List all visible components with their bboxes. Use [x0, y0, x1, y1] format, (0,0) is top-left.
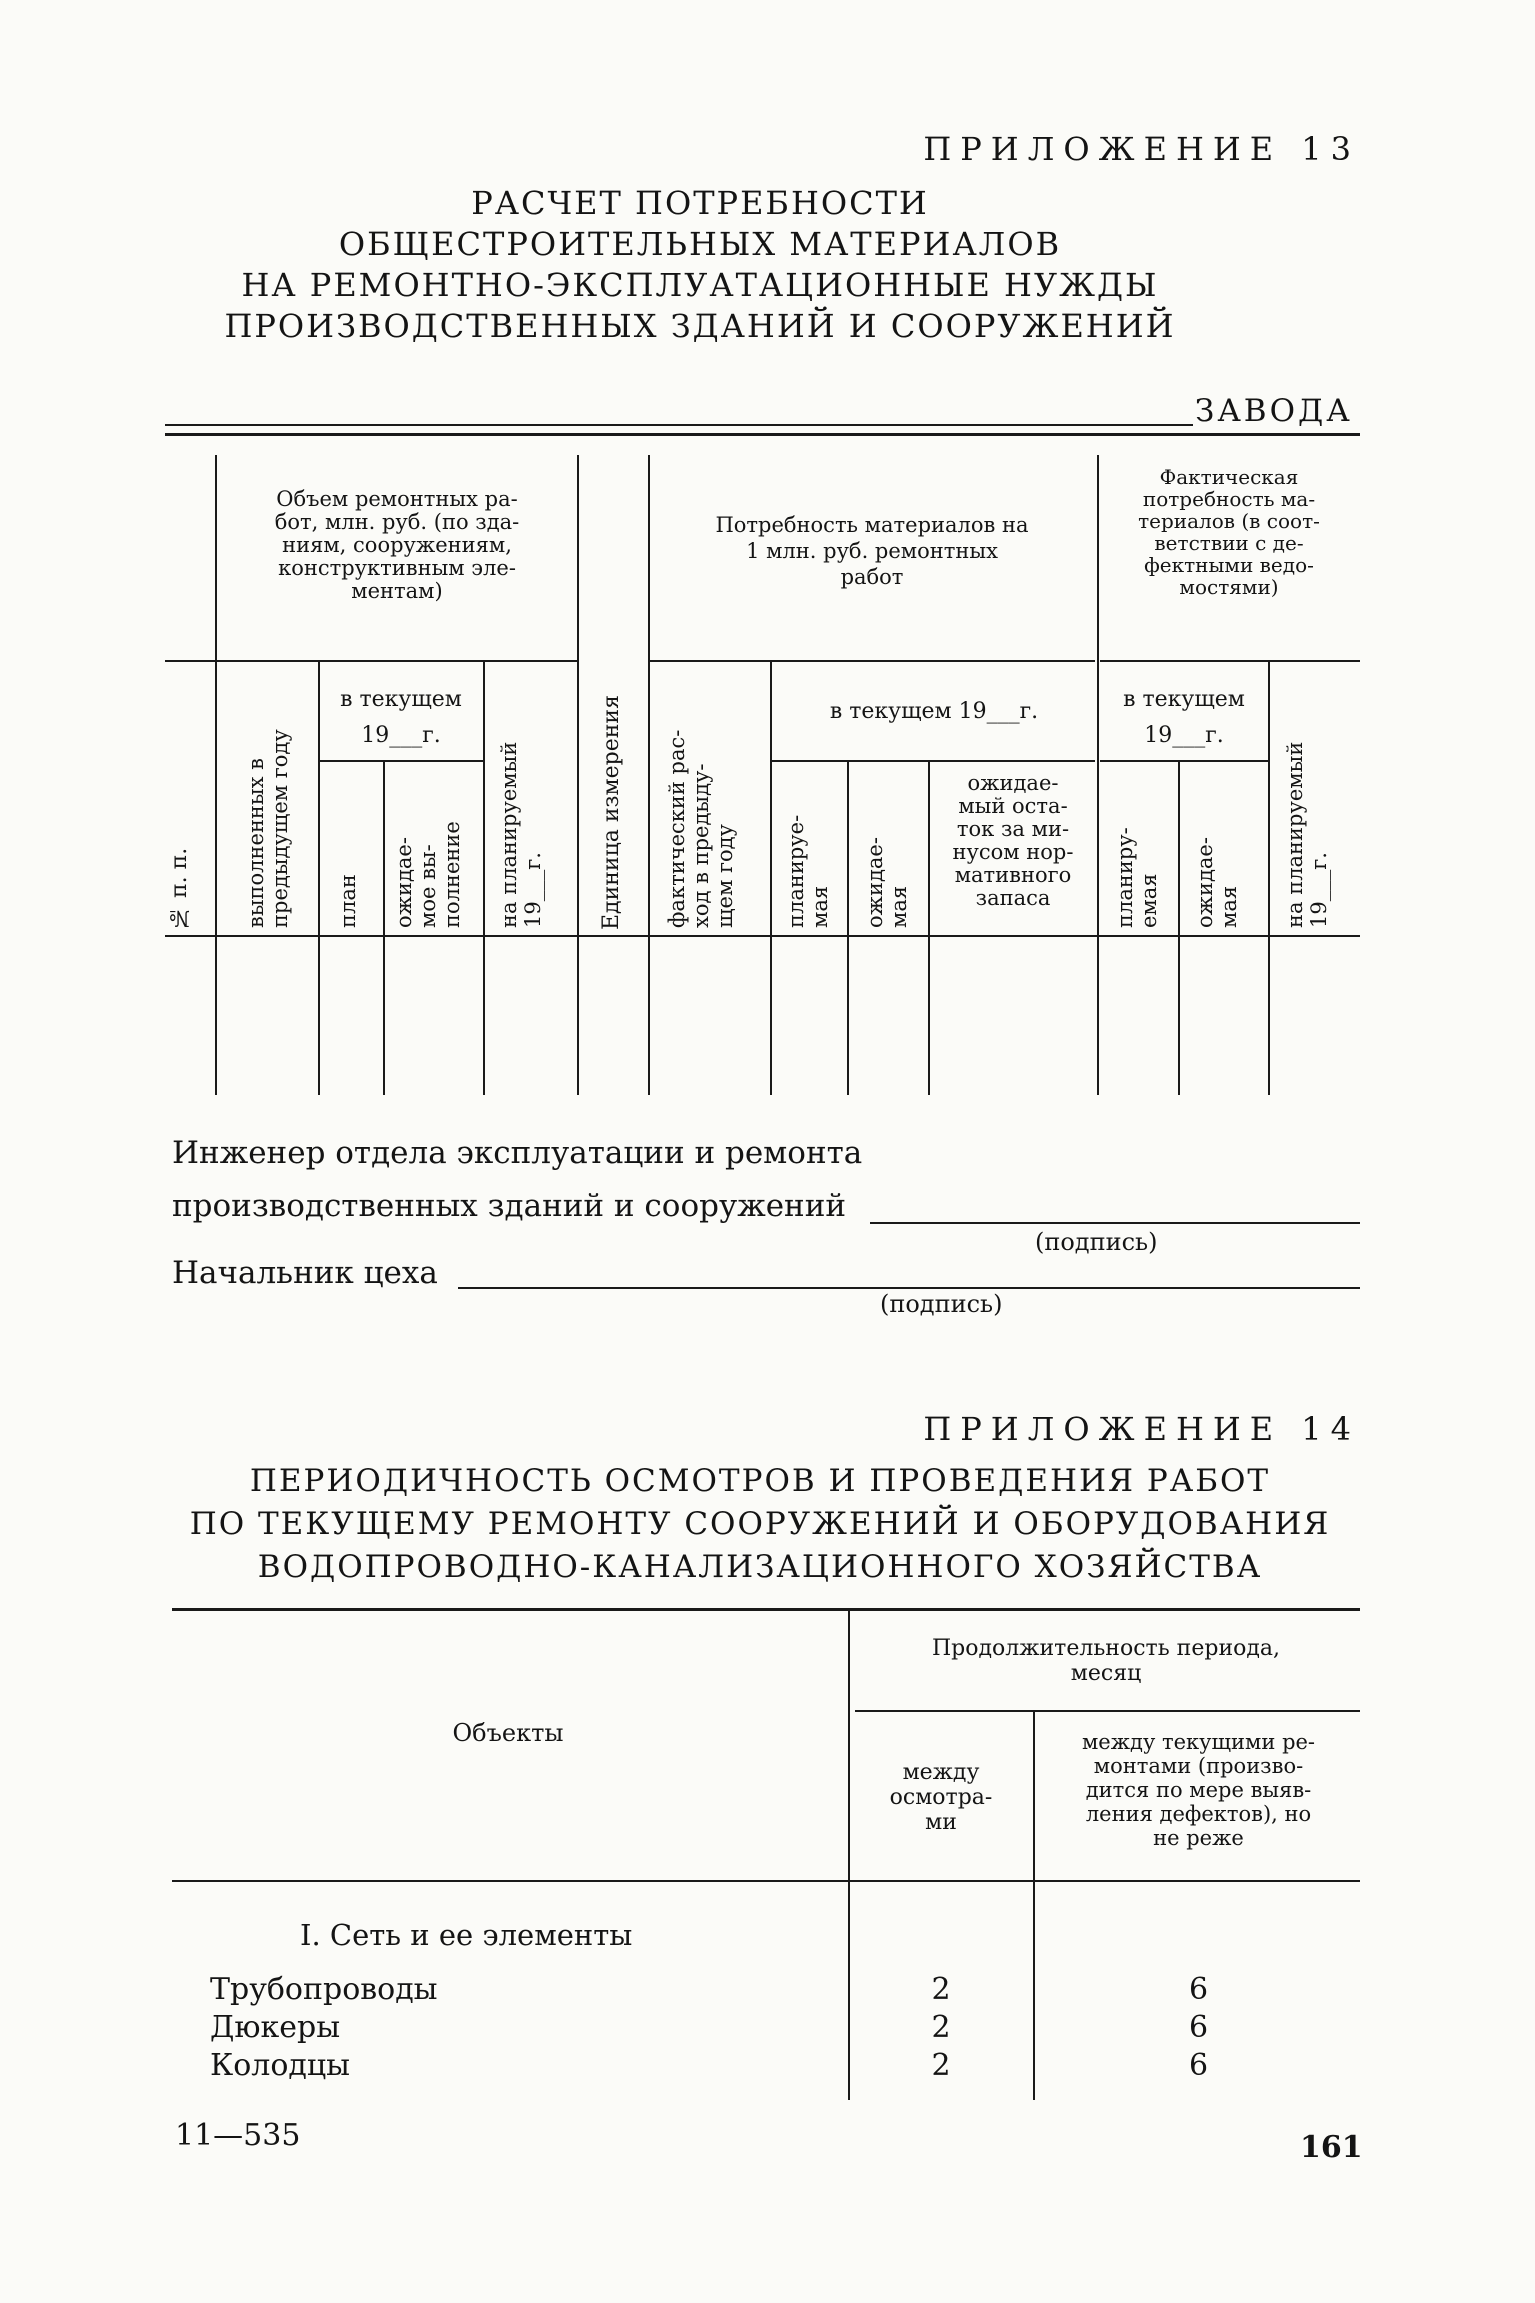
col-header-plan: план — [336, 874, 360, 928]
col-header-prev-year: выполненных в предыдущем году — [244, 729, 292, 928]
appendix-13-label: ПРИЛОЖЕНИЕ 13 — [923, 130, 1360, 168]
row-inspections: 2 — [931, 1972, 951, 2007]
title-line: ПЕРИОДИЧНОСТЬ ОСМОТРОВ И ПРОВЕДЕНИЯ РАБОТ — [249, 1463, 1271, 1499]
col-header-actual-prev: фактический рас- ход в предыду- щем году — [665, 729, 737, 928]
title-line: ОБЩЕСТРОИТЕЛЬНЫХ МАТЕРИАЛОВ — [338, 225, 1062, 263]
group-header-actual: Фактическая потребность ма- териалов (в соот- ветствии с де- фектными ведо- мостями) — [1138, 465, 1320, 599]
plant-suffix: ЗАВОДА — [1195, 393, 1353, 429]
group-header-volume: Объем ремонтных ра- бот, млн. руб. (по зда- ниям, сооружениям, конструктивным эле- ментам) — [274, 487, 520, 603]
signature-line-engineer — [870, 1222, 1360, 1224]
col-header-between-inspections: между осмотра- ми — [889, 1760, 993, 1835]
group-header-need: Потребность материалов на 1 млн. руб. ремонтных работ — [715, 513, 1029, 589]
col-header-period-group: Продолжительность периода, месяц — [931, 1636, 1281, 1686]
row-inspections: 2 — [931, 2010, 951, 2045]
row-repairs: 6 — [1188, 2010, 1209, 2045]
col-header-planned-actual: планиру- емая — [1113, 827, 1161, 928]
col-header-planned: планируе- мая — [784, 814, 832, 928]
col-header-number: № п. п. — [167, 847, 192, 930]
subgroup-current-year-actual: в текущем 19___г. — [1123, 687, 1245, 748]
title-line: ПРОИЗВОДСТВЕННЫХ ЗДАНИЙ И СООРУЖЕНИЙ — [224, 307, 1176, 345]
appendix-14-label: ПРИЛОЖЕНИЕ 14 — [923, 1410, 1360, 1448]
col-header-planned-year: на планируемый 19___г. — [497, 741, 545, 928]
subgroup-current-year-need: в текущем 19___г. — [829, 699, 1039, 724]
appendix-14-title — [130, 1460, 1390, 1589]
signature-engineer-line1: Инженер отдела эксплуатации и ремонта — [172, 1135, 863, 1171]
row-object: Дюкеры — [210, 2010, 341, 2045]
col-header-unit: Единица измерения — [599, 695, 624, 930]
col-header-expected: ожидае- мая — [863, 837, 911, 928]
title-line: НА РЕМОНТНО-ЭКСПЛУАТАЦИОННЫЕ НУЖДЫ — [241, 266, 1159, 304]
appendix-13-title — [150, 183, 1250, 347]
col-header-expected-actual: ожидае- мая — [1193, 837, 1241, 928]
signature-caption-chief: (подпись) — [880, 1290, 1003, 1318]
title-line: РАСЧЕТ ПОТРЕБНОСТИ — [471, 184, 929, 222]
plant-name-blank — [165, 424, 1193, 426]
title-line: ВОДОПРОВОДНО-КАНАЛИЗАЦИОННОГО ХОЗЯЙСТВА — [257, 1549, 1263, 1585]
table-top-rule — [172, 1608, 1360, 1611]
signature-chief: Начальник цеха — [172, 1255, 438, 1291]
col-header-remainder: ожидае- мый оста- ток за ми- нусом нор- мативного запаса — [952, 771, 1074, 910]
row-inspections: 2 — [931, 2048, 951, 2083]
row-object: Трубопроводы — [210, 1972, 438, 2007]
signature-line-chief — [458, 1287, 1360, 1289]
subgroup-current-year: в текущем 19___г. — [340, 687, 462, 748]
col-header-objects: Объекты — [452, 1719, 564, 1747]
signature-caption-engineer: (подпись) — [1035, 1228, 1158, 1256]
row-object: Колодцы — [210, 2048, 351, 2083]
col-header-planned-year-actual: на планируемый 19___г. — [1283, 741, 1331, 928]
title-line: ПО ТЕКУЩЕМУ РЕМОНТУ СООРУЖЕНИЙ И ОБОРУДОВАНИЯ — [189, 1506, 1331, 1542]
row-repairs: 6 — [1188, 2048, 1209, 2083]
table-top-rule — [165, 433, 1360, 436]
page-number: 161 — [1300, 2130, 1363, 2165]
col-header-expected-done: ожидае- мое вы- полнение — [392, 821, 464, 928]
row-repairs: 6 — [1188, 1972, 1209, 2007]
table-header-rule — [172, 1880, 1360, 1882]
signature-engineer-line2: производственных зданий и сооружений — [172, 1188, 847, 1224]
col-header-between-repairs: между текущими ре- монтами (произво- дится по мере выяв- ления дефектов), но не реже — [1081, 1730, 1316, 1850]
section-heading: I. Сеть и ее элементы — [300, 1918, 633, 1952]
print-code: 11—535 — [175, 2118, 301, 2153]
table-header-rule — [165, 935, 1360, 937]
